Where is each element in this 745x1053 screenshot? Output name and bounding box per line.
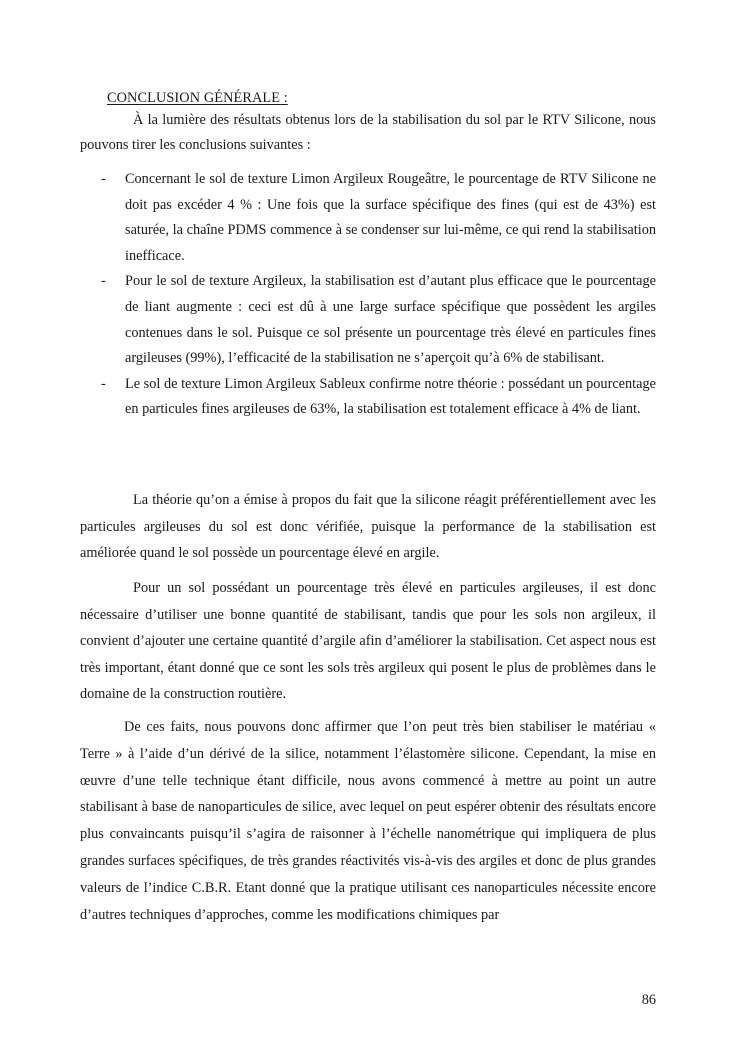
heading-title: CONCLUSION GÉNÉRALE [107,90,281,106]
list-item [80,269,656,371]
list-item-text: Le sol de texture Limon Argileux Sableux confirme notre théorie : possédant un pourcentage en particules fines argileuses de 63%, la stabilisation est totalement efficace à 4% de liant. [125,375,656,418]
list-dash: - [101,171,106,187]
body-paragraph: Pour un sol possédant un pourcentage très élevé en particules argileuses, il est donc nécessaire d’utiliser une bonne quantité de stabilisant, tandis que pour les sols non argileux, il convient d’ajouter une certaine quantité d’argile afin d’améliorer la stabilisation. Cet aspect nous est très important, étant donné que ce sont les sols très argileux qui posent le plus de problèmes dans le domaine de la construction routière. [80,580,656,703]
intro-paragraph: À la lumière des résultats obtenus lors de la stabilisation du sol par le RTV Silicone, nous pouvons tirer les conclusions suivantes : [80,112,656,153]
body-paragraph: La théorie qu’on a émise à propos du fait que la silicone réagit préférentiellement avec les particules argileuses du sol est donc vérifiée, puisque la performance de la stabilisation est améliorée quand le sol possède un pourcentage élevé en argile. [80,492,656,561]
conclusion-list [80,167,656,423]
list-item [80,167,656,269]
heading-colon: : [280,90,288,106]
list-dash: - [101,273,106,290]
list-dash: - [101,375,106,392]
list-item-text: Pour le sol de texture Argileux, la stabilisation est d’autant plus efficace que le pourcentage de liant augmente : ceci est dû à une large surface spécifique que possèdent les argiles contenues dans le sol. Puisque ce sol présente un pourcentage très élevé en particules fines argileuses (99%), l’efficacité de la stabilisation ne s’aperçoit qu’à 6% de stabilisant. [125,273,656,367]
body-paragraph: De ces faits, nous pouvons donc affirmer que l’on peut très bien stabiliser le matériau « Terre » à l’aide d’un dérivé de la silice, notamment l’élastomère silicone. Cependant, la mise en œuvre d’une telle technique étant difficile, nous avons commencé à mettre au point un autre stabilisant à base de nanoparticules de silice, avec lequel on peut espérer obtenir des résultats encore plus convaincants puisqu’il s’agira de raisonner à l’échelle nanométrique qui impliquera de plus grandes surfaces spécifiques, de très grandes réactivités vis-à-vis des argiles et donc de plus grandes valeurs de l’indice C.B.R. Etant donné que la pratique utilisant ces nanoparticules nécessite encore d’autres techniques d’approches, comme les modifications chimiques par [80,719,656,923]
list-item-text: Concernant le sol de texture Limon Argileux Rougeâtre, le pourcentage de RTV Silicone ne doit pas excéder 4 % : Une fois que la surface spécifique des fines (qui est de 43%) est saturée, la chaîne PDMS commence à se condenser sur lui-même, ce qui rend la stabilisation inefficace. [125,171,656,264]
list-item [80,372,656,423]
page-number: 86 [641,992,656,1008]
conclusion-heading [107,88,288,108]
